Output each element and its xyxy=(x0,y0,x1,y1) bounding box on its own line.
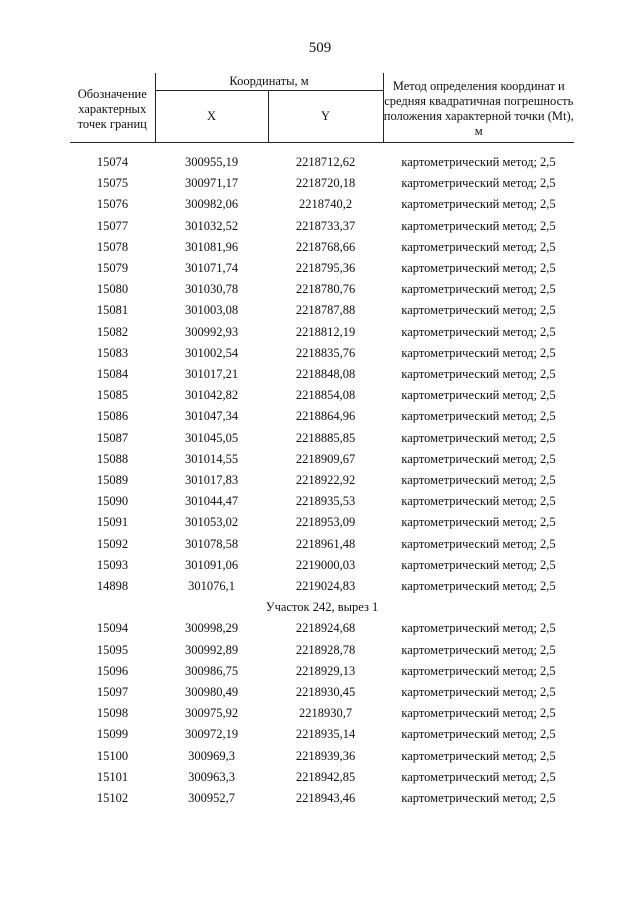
method-cell: картометрический метод; 2,5 xyxy=(401,303,556,318)
y-coordinate-cell: 2218909,67 xyxy=(295,451,356,466)
section-row xyxy=(70,597,574,618)
table-row xyxy=(70,618,574,639)
point-id-cell: 15075 xyxy=(96,176,129,191)
x-coordinate-cell: 300963,3 xyxy=(188,769,235,784)
point-id-cell: 15087 xyxy=(96,430,129,445)
y-coordinate-cell: 2218930,7 xyxy=(298,706,353,721)
point-id-cell: 15076 xyxy=(96,197,129,212)
x-coordinate-cell: 301071,74 xyxy=(184,261,239,276)
method-cell: картометрический метод; 2,5 xyxy=(401,345,556,360)
point-id-cell: 15077 xyxy=(96,218,129,233)
y-coordinate-cell: 2218768,66 xyxy=(295,239,356,254)
method-cell: картометрический метод; 2,5 xyxy=(401,557,556,572)
table-row xyxy=(70,767,574,788)
method-cell: картометрический метод; 2,5 xyxy=(401,515,556,530)
y-coordinate-cell: 2218780,76 xyxy=(295,282,356,297)
table-row xyxy=(70,279,574,300)
table-row xyxy=(70,364,574,385)
table-row xyxy=(70,173,574,194)
table-row xyxy=(70,428,574,449)
point-id-cell: 15085 xyxy=(96,388,129,403)
x-coordinate-cell: 300992,93 xyxy=(184,324,239,339)
x-coordinate-cell: 301044,47 xyxy=(184,494,239,509)
table-body xyxy=(70,152,574,809)
table-header xyxy=(70,73,574,143)
method-cell: картометрический метод; 2,5 xyxy=(401,261,556,276)
method-cell: картометрический метод; 2,5 xyxy=(401,282,556,297)
method-cell: картометрический метод; 2,5 xyxy=(401,324,556,339)
point-id-cell: 15096 xyxy=(96,663,129,678)
point-id-cell: 15074 xyxy=(96,155,129,169)
coordinates-table xyxy=(70,73,574,809)
method-cell: картометрический метод; 2,5 xyxy=(401,769,556,784)
table-row xyxy=(70,555,574,576)
method-cell: картометрический метод; 2,5 xyxy=(401,176,556,191)
table-row xyxy=(70,491,574,512)
point-id-cell: 15088 xyxy=(96,451,129,466)
method-cell: картометрический метод; 2,5 xyxy=(401,473,556,488)
table-row xyxy=(70,470,574,491)
x-coordinate-cell: 300998,29 xyxy=(184,621,239,636)
section-title: Участок 242, вырез 1 xyxy=(265,600,379,615)
x-coordinate-cell: 300992,89 xyxy=(184,642,239,657)
method-cell: картометрический метод; 2,5 xyxy=(401,430,556,445)
table-row xyxy=(70,703,574,724)
method-cell: картометрический метод; 2,5 xyxy=(401,748,556,763)
x-coordinate-cell: 301014,55 xyxy=(184,451,239,466)
y-coordinate-cell: 2218953,09 xyxy=(295,515,356,530)
x-coordinate-cell: 301002,54 xyxy=(184,345,239,360)
y-coordinate-cell: 2218712,62 xyxy=(295,155,356,169)
y-coordinate-cell: 2218922,92 xyxy=(295,473,356,488)
table-row xyxy=(70,216,574,237)
table-row xyxy=(70,406,574,427)
point-id-cell: 15098 xyxy=(96,706,129,721)
table-row xyxy=(70,682,574,703)
point-id-cell: 15097 xyxy=(96,685,129,700)
y-coordinate-cell: 2218928,78 xyxy=(295,642,356,657)
point-id-cell: 15084 xyxy=(96,367,129,382)
header-x: X xyxy=(155,91,268,143)
x-coordinate-cell: 300972,19 xyxy=(184,727,239,742)
method-cell: картометрический метод; 2,5 xyxy=(401,706,556,721)
y-coordinate-cell: 2219000,03 xyxy=(295,557,356,572)
y-coordinate-cell: 2218733,37 xyxy=(295,218,356,233)
method-cell: картометрический метод; 2,5 xyxy=(401,218,556,233)
method-cell: картометрический метод; 2,5 xyxy=(401,451,556,466)
table-row xyxy=(70,152,574,173)
table-row xyxy=(70,746,574,767)
y-coordinate-cell: 2218812,19 xyxy=(295,324,356,339)
y-coordinate-cell: 2218935,53 xyxy=(295,494,356,509)
method-cell: картометрический метод; 2,5 xyxy=(401,536,556,551)
point-id-cell: 15079 xyxy=(96,261,129,276)
table-row xyxy=(70,724,574,745)
y-coordinate-cell: 2218943,46 xyxy=(295,791,356,806)
table-row xyxy=(70,661,574,682)
header-y: Y xyxy=(268,91,383,143)
y-coordinate-cell: 2218740,2 xyxy=(298,197,353,212)
y-coordinate-cell: 2218848,08 xyxy=(295,367,356,382)
x-coordinate-cell: 300986,75 xyxy=(184,663,239,678)
x-coordinate-cell: 301030,78 xyxy=(184,282,239,297)
point-id-cell: 15093 xyxy=(96,557,129,572)
x-coordinate-cell: 301017,21 xyxy=(184,367,239,382)
x-coordinate-cell: 300971,17 xyxy=(184,176,239,191)
y-coordinate-cell: 2218961,48 xyxy=(295,536,356,551)
method-cell: картометрический метод; 2,5 xyxy=(401,663,556,678)
table-row xyxy=(70,385,574,406)
x-coordinate-cell: 301032,52 xyxy=(184,218,239,233)
method-cell: картометрический метод; 2,5 xyxy=(401,685,556,700)
x-coordinate-cell: 300969,3 xyxy=(188,748,235,763)
y-coordinate-cell: 2219024,83 xyxy=(295,579,356,594)
table-row xyxy=(70,788,574,809)
table-row xyxy=(70,343,574,364)
y-coordinate-cell: 2218720,18 xyxy=(295,176,356,191)
x-coordinate-cell: 301017,83 xyxy=(184,473,239,488)
x-coordinate-cell: 301076,1 xyxy=(188,579,235,594)
x-coordinate-cell: 300982,06 xyxy=(184,197,239,212)
header-method: Метод определения координат и средняя квадратичная погрешность положения характерной точки (Mt), м xyxy=(383,73,574,143)
point-id-cell: 15078 xyxy=(96,239,129,254)
point-id-cell: 14898 xyxy=(96,579,129,594)
table-row xyxy=(70,576,574,597)
x-coordinate-cell: 300955,19 xyxy=(184,155,239,169)
y-coordinate-cell: 2218787,88 xyxy=(295,303,356,318)
point-id-cell: 15101 xyxy=(96,769,129,784)
table-row xyxy=(70,449,574,470)
method-cell: картометрический метод; 2,5 xyxy=(401,155,556,169)
table-row xyxy=(70,512,574,533)
point-id-cell: 15094 xyxy=(96,621,129,636)
x-coordinate-cell: 301003,08 xyxy=(184,303,239,318)
y-coordinate-cell: 2218924,68 xyxy=(295,621,356,636)
table-row xyxy=(70,237,574,258)
x-coordinate-cell: 301091,06 xyxy=(184,557,239,572)
y-coordinate-cell: 2218835,76 xyxy=(295,345,356,360)
x-coordinate-cell: 300975,92 xyxy=(184,706,239,721)
header-point-label: Обозначение характерных точек границ xyxy=(70,73,155,143)
table-row xyxy=(70,534,574,555)
x-coordinate-cell: 301045,05 xyxy=(184,430,239,445)
point-id-cell: 15083 xyxy=(96,345,129,360)
x-coordinate-cell: 301053,02 xyxy=(184,515,239,530)
point-id-cell: 15095 xyxy=(96,642,129,657)
point-id-cell: 15100 xyxy=(96,748,129,763)
page-number: 509 xyxy=(308,40,332,56)
method-cell: картометрический метод; 2,5 xyxy=(401,388,556,403)
point-id-cell: 15099 xyxy=(96,727,129,742)
method-cell: картометрический метод; 2,5 xyxy=(401,727,556,742)
y-coordinate-cell: 2218929,13 xyxy=(295,663,356,678)
point-id-cell: 15092 xyxy=(96,536,129,551)
y-coordinate-cell: 2218939,36 xyxy=(295,748,356,763)
x-coordinate-cell: 300980,49 xyxy=(184,685,239,700)
y-coordinate-cell: 2218854,08 xyxy=(295,388,356,403)
x-coordinate-cell: 301042,82 xyxy=(184,388,239,403)
point-id-cell: 15080 xyxy=(96,282,129,297)
method-cell: картометрический метод; 2,5 xyxy=(401,642,556,657)
point-id-cell: 15086 xyxy=(96,409,129,424)
x-coordinate-cell: 300952,7 xyxy=(188,791,235,806)
table-row xyxy=(70,194,574,215)
point-id-cell: 15090 xyxy=(96,494,129,509)
table-row xyxy=(70,258,574,279)
point-id-cell: 15102 xyxy=(96,791,129,806)
y-coordinate-cell: 2218930,45 xyxy=(295,685,356,700)
y-coordinate-cell: 2218935,14 xyxy=(295,727,356,742)
method-cell: картометрический метод; 2,5 xyxy=(401,621,556,636)
x-coordinate-cell: 301047,34 xyxy=(184,409,239,424)
point-id-cell: 15091 xyxy=(96,515,129,530)
point-id-cell: 15081 xyxy=(96,303,129,318)
point-id-cell: 15082 xyxy=(96,324,129,339)
y-coordinate-cell: 2218864,96 xyxy=(295,409,356,424)
method-cell: картометрический метод; 2,5 xyxy=(401,494,556,509)
y-coordinate-cell: 2218942,85 xyxy=(295,769,356,784)
method-cell: картометрический метод; 2,5 xyxy=(401,367,556,382)
x-coordinate-cell: 301078,58 xyxy=(184,536,239,551)
header-coordinates: Координаты, м xyxy=(155,73,383,91)
point-id-cell: 15089 xyxy=(96,473,129,488)
table-row xyxy=(70,322,574,343)
method-cell: картометрический метод; 2,5 xyxy=(401,197,556,212)
method-cell: картометрический метод; 2,5 xyxy=(401,579,556,594)
y-coordinate-cell: 2218795,36 xyxy=(295,261,356,276)
method-cell: картометрический метод; 2,5 xyxy=(401,409,556,424)
table-row xyxy=(70,300,574,321)
x-coordinate-cell: 301081,96 xyxy=(184,239,239,254)
y-coordinate-cell: 2218885,85 xyxy=(295,430,356,445)
table-row xyxy=(70,640,574,661)
method-cell: картометрический метод; 2,5 xyxy=(401,791,556,806)
method-cell: картометрический метод; 2,5 xyxy=(401,239,556,254)
